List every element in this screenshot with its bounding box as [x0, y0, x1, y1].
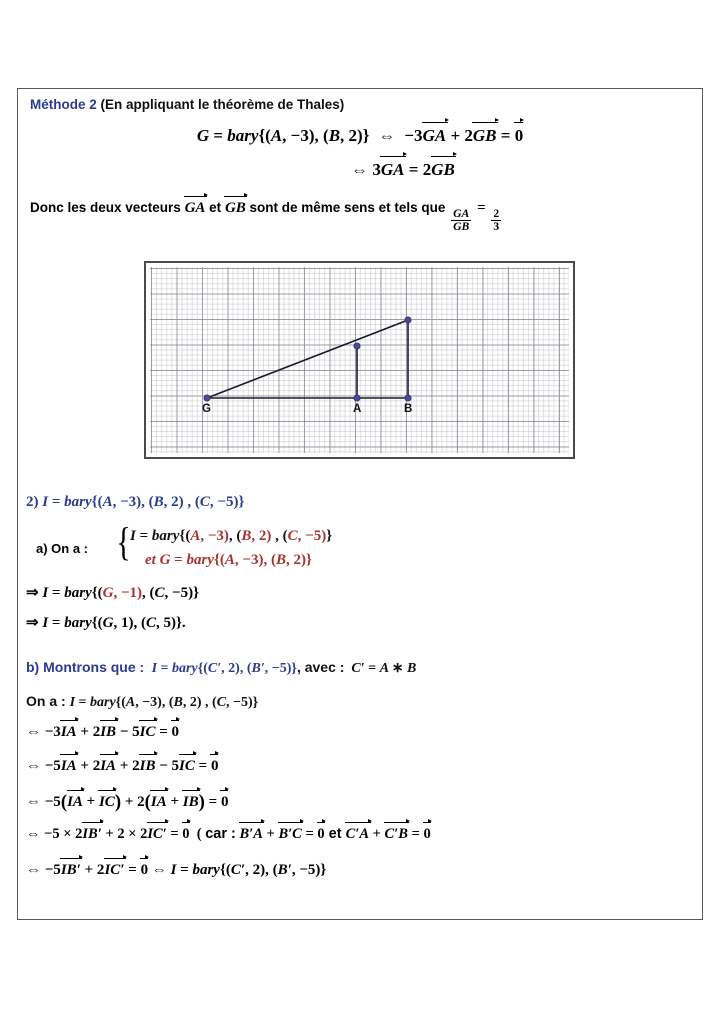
equivalence-step-5: ⇔ −5IB′ + 2IC′ = 0 ⇔ I = bary{(C′, 2), (B′, −5)} — [26, 862, 327, 878]
equivalence-step-3: ⇔ −5(IA + IC) + 2(IA + IB) = 0 — [26, 791, 229, 812]
implication-2: ⇒ I = bary{(G, 1), (C, 5)}. — [26, 615, 186, 631]
point-B — [405, 395, 411, 401]
point-B-image — [405, 317, 411, 323]
label-point-B: B — [404, 403, 413, 415]
equivalence-step-2: ⇔ −5IA + 2IA + 2IB − 5IC = 0 — [26, 758, 219, 774]
document-page — [17, 88, 703, 920]
equivalence-step-1: ⇔ −3IA + 2IB − 5IC = 0 — [26, 724, 180, 740]
conclusion-sentence: Donc les deux vecteurs GA et GB sont de même sens et tels que $\frac{GA}{GB}$ = $\frac{2}{3}$ — [30, 200, 500, 234]
figure-drawing — [150, 267, 573, 457]
label-point-G: G — [202, 403, 211, 415]
part-b-avec: , avec : — [296, 659, 345, 675]
point-A — [354, 395, 360, 401]
method-label: Méthode 2 — [30, 97, 97, 112]
equation-bary-definition: G = bary{(A, −3), (B, 2)} ⇔ −3GA + 2GB = 0 — [196, 126, 524, 145]
equation-bary-simplified: ⇔ 3GA = 2GB — [351, 160, 455, 179]
segment-G-top — [207, 320, 408, 398]
system-line-1: I = bary{(A, −3), (B, 2) , (C, −5)} — [130, 528, 333, 544]
page-title — [30, 97, 344, 112]
point-G — [204, 395, 210, 401]
system-brace: { — [116, 519, 131, 564]
point-A-image — [354, 343, 360, 349]
part-b-title: b) Montrons que : I = bary{(C′, 2), (B′, −5)}, avec : C′ = A ∗ B — [26, 659, 417, 676]
label-point-A: A — [353, 403, 362, 415]
figure-grid — [150, 267, 569, 453]
part-a-label: a) On a : — [36, 541, 89, 556]
implication-1: ⇒ I = bary{(G, −1), (C, −5)} — [26, 585, 199, 601]
part-b-given: On a : I = bary{(A, −3), (B, 2) , (C, −5)} — [26, 693, 259, 710]
system-line-2: et G = bary{(A, −3), (B, 2)} — [130, 552, 312, 568]
part-b-label: b) Montrons que : — [26, 659, 145, 675]
method-rest: (En appliquant le théorème de Thales) — [96, 97, 345, 112]
equivalence-step-4: ⇔ −5 × 2IB′ + 2 × 2IC′ = 0 ( car : B′A + B′C = 0 et C′A + C′B = 0 — [26, 826, 431, 842]
question-2-title: 2) I = bary{(A, −3), (B, 2) , (C, −5)} — [26, 494, 245, 510]
geometry-figure — [144, 261, 575, 459]
